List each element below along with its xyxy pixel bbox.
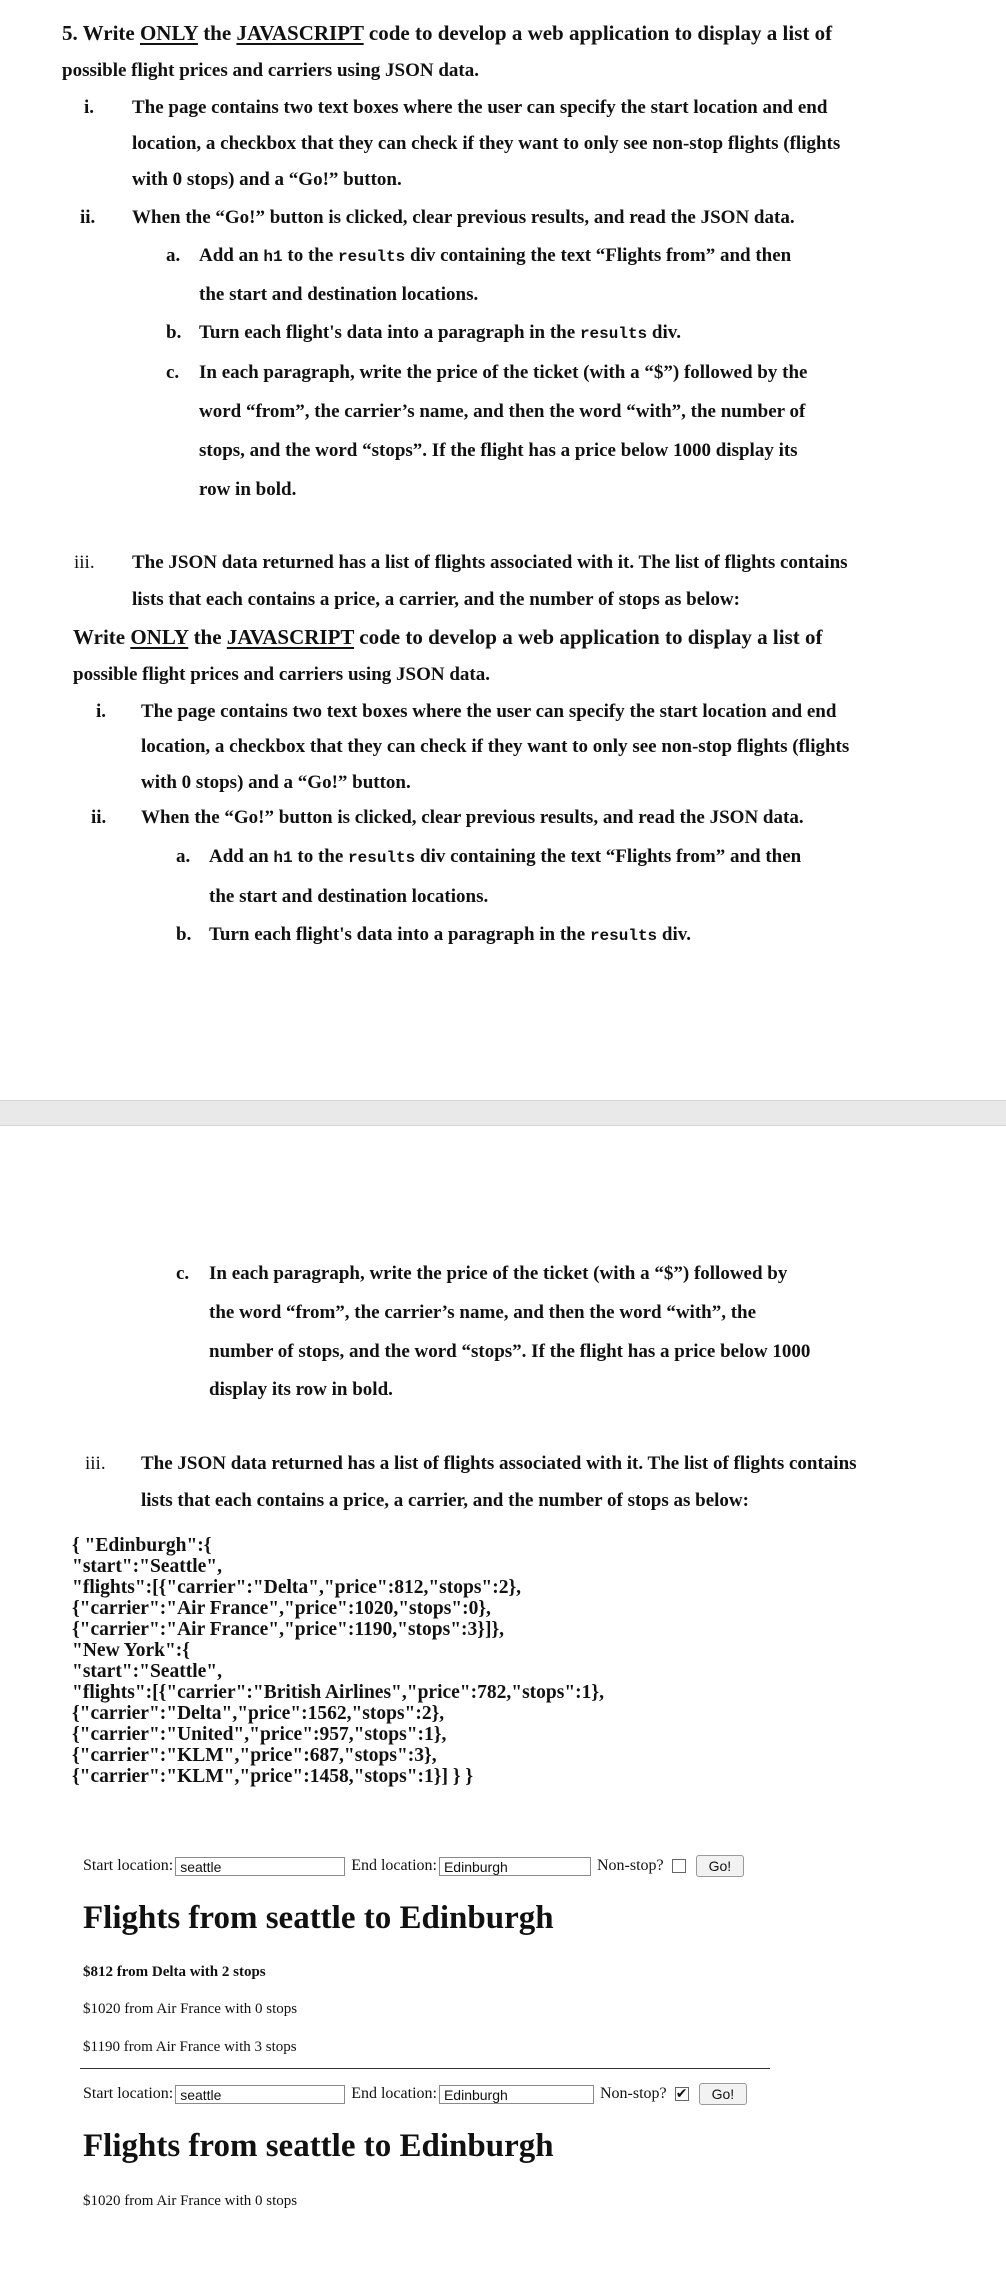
item-marker-i: i. bbox=[96, 701, 107, 722]
start-location-label: Start location: bbox=[83, 2085, 174, 2102]
subitem-b-line1: Turn each flight's data into a paragraph in the results div. bbox=[209, 924, 691, 945]
subitem-c-line2: word “from”, the carrier’s name, and then the word “with”, the number of bbox=[199, 401, 806, 422]
result-row: $812 from Delta with 2 stops bbox=[83, 1964, 266, 1980]
divider bbox=[80, 2068, 770, 2069]
subitem-a-line1: Add an h1 to the results div containing the text “Flights from” and then bbox=[199, 245, 792, 266]
results-heading: Flights from seattle to Edinburgh bbox=[83, 2128, 554, 2164]
item-i-line1: The page contains two text boxes where the user can specify the start location and end bbox=[132, 97, 828, 118]
start-location-input[interactable]: seattle bbox=[175, 2085, 345, 2104]
subitem-marker-b: b. bbox=[176, 924, 192, 945]
nonstop-checkbox[interactable]: ✔ bbox=[675, 2086, 688, 2102]
results-heading: Flights from seattle to Edinburgh bbox=[83, 1900, 554, 1936]
question-title: 5. Write ONLY the JAVASCRIPT code to develop a web application to display a list of bbox=[62, 21, 833, 45]
start-location-input[interactable]: seattle bbox=[175, 1857, 345, 1876]
item-ii-line1: When the “Go!” button is clicked, clear previous results, and read the JSON data. bbox=[141, 807, 804, 828]
item-iii-line1: The JSON data returned has a list of flights associated with it. The list of flights contains bbox=[141, 1453, 857, 1474]
subitem-c-line4: display its row in bold. bbox=[209, 1379, 393, 1400]
item-i-line2: location, a checkbox that they can check if they want to only see non-stop flights (flights bbox=[141, 736, 850, 757]
item-i-line1: The page contains two text boxes where the user can specify the start location and end bbox=[141, 701, 837, 722]
item-ii-line1: When the “Go!” button is clicked, clear previous results, and read the JSON data. bbox=[132, 207, 795, 228]
item-marker-ii: ii. bbox=[91, 807, 107, 828]
item-iii-line1: The JSON data returned has a list of flights associated with it. The list of flights contains bbox=[132, 552, 848, 573]
subitem-c-line1: In each paragraph, write the price of the ticket (with a “$”) followed by bbox=[209, 1263, 788, 1284]
page-break bbox=[0, 1100, 1006, 1126]
item-marker-ii: ii. bbox=[80, 207, 96, 228]
subitem-c-line3: number of stops, and the word “stops”. If the flight has a price below 1000 bbox=[209, 1341, 811, 1362]
item-marker-iii: iii. bbox=[85, 1453, 106, 1474]
subitem-c-line2: the word “from”, the carrier’s name, and then the word “with”, the bbox=[209, 1302, 757, 1323]
subitem-marker-c: c. bbox=[166, 362, 180, 383]
subitem-a-line2: the start and destination locations. bbox=[209, 886, 489, 907]
subitem-marker-b: b. bbox=[166, 322, 182, 343]
go-button[interactable]: Go! bbox=[696, 1855, 745, 1877]
question-title-line2: possible flight prices and carriers using JSON data. bbox=[73, 664, 490, 685]
end-location-input[interactable]: Edinburgh bbox=[439, 1857, 591, 1876]
question-title-line2: possible flight prices and carriers using JSON data. bbox=[62, 60, 479, 81]
end-location-label: End location: bbox=[351, 1857, 437, 1874]
flight-search-form bbox=[83, 1855, 744, 1877]
json-sample: { "Edinburgh":{ "start":"Seattle", "flights":[{"carrier":"Delta","price":812,"stops":2}, {"carrier":"Air France","price":1020,"stops":0}, {"carrier":"Air France","price":1190,"stops":3}]}, "New York":{ "start":"Seattle", "flights":[{"carrier":"British Airlines","price":782,"stops":1}, {"carrier":"Delta","price":1562,"stops":2}, {"carrier":"United","price":957,"stops":1}, {"carrier":"KLM","price":687,"stops":3}, {"carrier":"KLM","price":1458,"stops":1}] } } bbox=[72, 1535, 604, 1787]
subitem-c-line3: stops, and the word “stops”. If the flight has a price below 1000 display its bbox=[199, 440, 798, 461]
nonstop-checkbox[interactable] bbox=[672, 1859, 686, 1873]
item-i-line3: with 0 stops) and a “Go!” button. bbox=[132, 169, 402, 190]
item-iii-line2: lists that each contains a price, a carrier, and the number of stops as below: bbox=[141, 1490, 749, 1511]
subitem-marker-c: c. bbox=[176, 1263, 190, 1284]
item-marker-i: i. bbox=[84, 97, 95, 118]
item-i-line3: with 0 stops) and a “Go!” button. bbox=[141, 772, 411, 793]
nonstop-label: Non-stop? bbox=[596, 1857, 664, 1874]
subitem-marker-a: a. bbox=[176, 846, 191, 867]
item-iii-line2: lists that each contains a price, a carrier, and the number of stops as below: bbox=[132, 589, 740, 610]
subitem-a-line2: the start and destination locations. bbox=[199, 284, 479, 305]
subitem-c-line4: row in bold. bbox=[199, 479, 297, 500]
start-location-label: Start location: bbox=[83, 1857, 174, 1874]
item-i-line2: location, a checkbox that they can check if they want to only see non-stop flights (flights bbox=[132, 133, 841, 154]
result-row: $1190 from Air France with 3 stops bbox=[83, 2039, 297, 2055]
result-row: $1020 from Air France with 0 stops bbox=[83, 2001, 298, 2017]
nonstop-label: Non-stop? bbox=[599, 2085, 667, 2102]
end-location-label: End location: bbox=[351, 2085, 437, 2102]
subitem-c-line1: In each paragraph, write the price of the ticket (with a “$”) followed by the bbox=[199, 362, 808, 383]
item-marker-iii: iii. bbox=[74, 552, 95, 573]
subitem-a-line1: Add an h1 to the results div containing the text “Flights from” and then bbox=[209, 846, 802, 867]
flight-search-form bbox=[83, 2083, 747, 2105]
go-button[interactable]: Go! bbox=[699, 2083, 748, 2105]
subitem-b-line1: Turn each flight's data into a paragraph in the results div. bbox=[199, 322, 681, 343]
end-location-input[interactable]: Edinburgh bbox=[439, 2085, 594, 2104]
question-title: Write ONLY the JAVASCRIPT code to develop a web application to display a list of bbox=[73, 625, 823, 649]
subitem-marker-a: a. bbox=[166, 245, 181, 266]
result-row: $1020 from Air France with 0 stops bbox=[83, 2193, 298, 2209]
